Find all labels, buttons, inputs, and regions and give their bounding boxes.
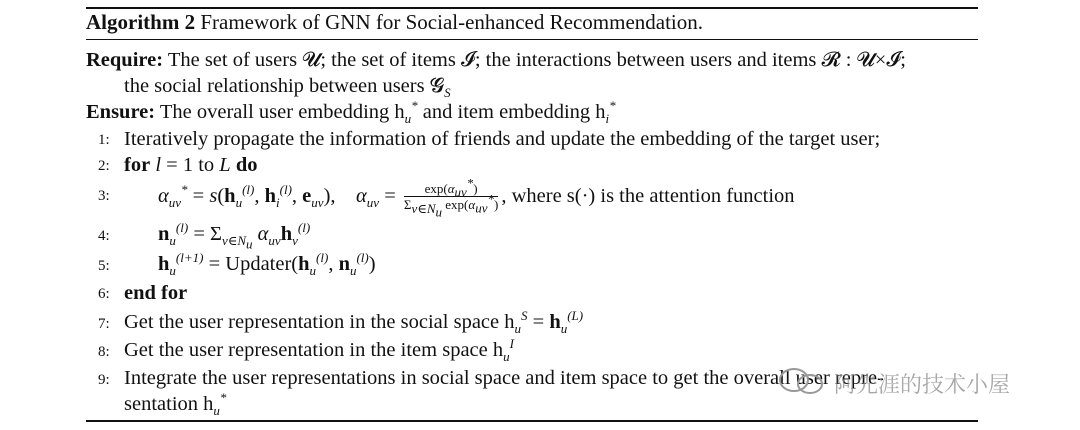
line-number: 1: xyxy=(98,132,110,148)
ensure-text-mid: and item embedding h xyxy=(417,101,606,123)
top-rule xyxy=(86,7,978,9)
require-text-2: the social relationship between users 𝓖 xyxy=(124,75,445,97)
line-number: 7: xyxy=(98,316,110,332)
line-number: 6: xyxy=(98,286,110,302)
algorithm-box xyxy=(86,0,978,430)
algorithm-title xyxy=(86,10,703,35)
step-8-text: Get the user representation in the item space $h_u^I$ xyxy=(124,336,514,365)
line-number: 5: xyxy=(98,258,110,274)
require-line-2 xyxy=(124,75,451,101)
line-number: 4: xyxy=(98,228,110,244)
watermark-text: 阿先涯的技术小屋 xyxy=(834,373,1011,398)
algorithm-title-text: Framework of GNN for Social-enhanced Recommendation. xyxy=(200,10,704,34)
line-number: 8: xyxy=(98,344,110,360)
step-9-continued: sentation $h_u^*$ xyxy=(124,390,227,419)
step-9-text: Integrate the user representations in social space and item space to get the overall user repre- xyxy=(124,367,884,389)
require-label: Require: xyxy=(86,49,164,71)
require-text-1: The set of users 𝓤; the set of items 𝓘; the interactions between users and items 𝓡 : 𝓤×𝓘; xyxy=(167,49,906,71)
line-number: 2: xyxy=(98,158,110,174)
ensure-line: Ensure: The overall user embedding $h_u^*$ and item embedding $h_i^*$ xyxy=(86,98,616,127)
algorithm-label: Algorithm 2 xyxy=(86,10,196,34)
mid-rule xyxy=(86,39,978,40)
step-1-text: Iteratively propagate the information of friends and update the embedding of the target user; xyxy=(124,128,881,150)
bottom-rule xyxy=(86,420,978,422)
ensure-text: The overall user embedding h xyxy=(159,101,405,123)
step-3-text: $\alpha_{uv}^* = s(h_u^{(l)}$, $h_i^{(l)}$, $e_{uv}$), $\alpha_{uv}$ = $\frac{\exp(\alpha_{uv}^*)}{\Sigma_{v\in N_u} \exp(\alpha_{uv}^*)}$ , where s(·) is the attention function xyxy=(158,175,795,220)
step-5-text: $h_u^{(l+1)}$ = $Updater(h_u^{(l)}$, $n_u^{(l)}$) xyxy=(158,250,376,279)
line-number: 3: xyxy=(98,188,110,204)
ensure-label: Ensure: xyxy=(86,101,156,123)
step-2-text: for l = 1 to L do xyxy=(124,154,258,176)
step-6-text: end for xyxy=(124,282,188,304)
require-line-1 xyxy=(86,50,906,71)
line-number: 9: xyxy=(98,372,110,388)
require-sub: S xyxy=(444,85,451,101)
step-7-text: Get the user representation in the social space $h_u^S = h_u^{(L)}$ xyxy=(124,308,584,337)
step-4-text: $n_u^{(l)} = \Sigma_{v\in N_u}$ $\alpha_{uv}h_v^{(l)}$ xyxy=(158,220,311,252)
